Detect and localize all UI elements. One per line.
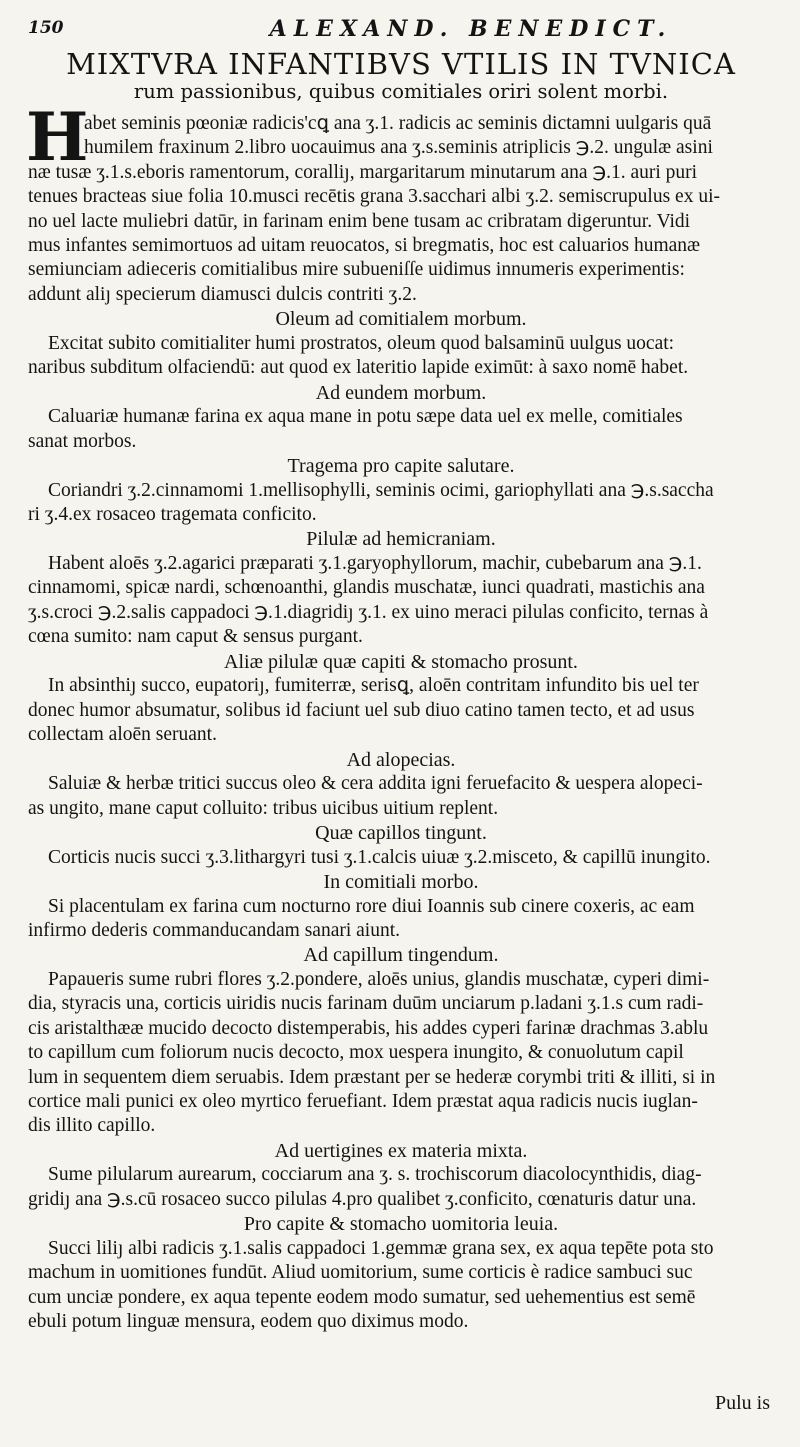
text-line: to capillum cum foliorum nucis decocto, mox uespera inungito, & conuolutum capil: [28, 1042, 684, 1064]
chapter-title: MIXTVRA INFANTIBVS VTILIS IN TVNICA: [66, 47, 736, 81]
text-line: ebuli potum linguæ mensura, eodem quo diximus modo.: [28, 1310, 469, 1332]
section-heading: Quæ capillos tingunt.: [315, 821, 487, 844]
text-line: Saluiæ & herbæ tritici succus oleo & cera addita igni feruefacito & uespera alopeci-: [48, 773, 703, 795]
recipe-section: [28, 821, 774, 870]
text-line: dis illito capillo.: [28, 1115, 156, 1137]
recipe-section: [28, 1212, 774, 1334]
recipe-section: [28, 527, 774, 649]
text-line: In absinthiȷ succo, eupatoriȷ, fumiterræ, serisꝗ, aloēn contritam infundito bis uel ter: [48, 675, 699, 697]
section-heading: Pro capite & stomacho uomitoria leuia.: [243, 1213, 559, 1236]
text-line: ʒ.s.croci ℈.2.salis cappadoci ℈.1.diagridiȷ ʒ.1. ex uino meraci pilulas conficito, ternas à: [28, 601, 709, 623]
text-line: Si placentulam ex farina cum nocturno rore diui Ioannis sub cinere coxeris, ac eam: [48, 895, 695, 917]
text-line: cortice mali punici ex oleo myrtico feruefiant. Idem præstat aqua radicis nucis iuglan-: [28, 1090, 698, 1112]
text-line: addunt aliȷ specierum diamusci dulcis contriti ʒ.2.: [28, 283, 417, 305]
recipe-section: [28, 381, 774, 454]
recipe-section: [28, 1139, 774, 1212]
text-line: donec humor absumatur, solibus id faciunt uel sub diuo catino tamen tecto, et ad usus: [28, 699, 695, 721]
recipe-section: [28, 943, 774, 1138]
text-line: Sume pilularum aurearum, cocciarum ana ʒ. s. trochiscorum diacolocynthidis, diag-: [48, 1164, 702, 1186]
text-line: semiunciam adieceris comitialibus mire subueniſſe uidimus innumeris experimentis:: [28, 259, 685, 281]
section-heading: Oleum ad comitialem morbum.: [275, 308, 527, 331]
text-line: infirmo dederis commanducandam sanari aiunt.: [28, 919, 401, 941]
catchword: Pulu is: [714, 1392, 770, 1414]
text-line: naribus subditum olfaciendū: aut quod ex lateritio lapide eximūt: à saxo nomē habet.: [28, 357, 689, 379]
text-line: Excitat subito comitialiter humi prostratos, oleum quod balsaminū uulgus uocat:: [48, 332, 675, 354]
text-line: næ tusæ ʒ.1.s.eboris ramentorum, coralliȷ, margaritarum minutarum ana ℈.1. auri puri: [28, 161, 698, 183]
text-line: Papaueris sume rubri flores ʒ.2.pondere, aloēs unius, glandis muschatæ, cyperi dimi-: [48, 968, 710, 990]
text-line: cum unciæ pondere, ex aqua tepente eodem modo sumatur, sed uehementius est semē: [28, 1286, 696, 1308]
text-line: as ungito, mane caput colluito: tribus uicibus uitium replent.: [28, 797, 499, 819]
text-line: cinnamomi, spicæ nardi, schœnoanthi, glandis muschatæ, iunci quadrati, mastichis ana: [28, 577, 705, 599]
text-line: lum in sequentem diem seruabis. Idem præstant per se hederæ corymbi triti & illiti, si in: [28, 1066, 716, 1088]
text-line: Succi liliȷ albi radicis ʒ.1.salis cappadoci 1.gemmæ grana sex, ex aqua tepēte pota sto: [48, 1237, 714, 1259]
text-line: dia, styracis una, corticis uiridis nucis farinam duūm unciarum p.ladani ʒ.1.s cum radi-: [28, 993, 704, 1015]
text-line: cis aristalthææ mucido decocto distemperabis, his addes cyperi farinæ drachmas 3.ablu: [28, 1017, 709, 1039]
section-heading: In comitiali morbo.: [323, 870, 479, 893]
text-line: Corticis nucis succi ʒ.3.lithargyri tusi ʒ.1.calcis uiuæ ʒ.2.misceto, & capillū inungito.: [48, 846, 711, 868]
text-line: mus infantes semimortuos ad uitam reuocatos, si bregmatis, hoc est caluarios humanæ: [28, 235, 701, 257]
text-line: machum in uomitiones fundūt. Aliud uomitorium, sume corticis è radice sambuci suc: [28, 1262, 693, 1284]
recipe-section: [28, 454, 774, 527]
section-heading: Ad alopecias.: [346, 748, 456, 771]
section-heading: Tragema pro capite salutare.: [287, 455, 515, 478]
drop-cap: H: [26, 98, 89, 176]
body-text: [26, 98, 774, 1334]
section-heading: Aliæ pilulæ quæ capiti & stomacho prosunt.: [224, 650, 578, 673]
text-line: no uel lacte muliebri datūr, in farinam enim bene tusam ac cribratam digeruntur. Vidi: [28, 210, 691, 232]
text-line: ri ʒ.4.ex rosaceo tragemata conficito.: [28, 504, 317, 526]
recipe-section: [28, 307, 774, 380]
text-line: Caluariæ humanæ farina ex aqua mane in potu sæpe data uel ex melle, comitiales: [48, 406, 683, 428]
recipe-sections: [28, 307, 774, 1334]
section-heading: Ad capillum tingendum.: [303, 944, 499, 967]
recipe-section: [28, 870, 774, 943]
recipe-section: [28, 650, 774, 748]
text-line: gridiȷ ana ℈.s.cū rosaceo succo pilulas 4.pro qualibet ʒ.conficito, cœnaturis datur una.: [28, 1188, 697, 1210]
text-line: Coriandri ʒ.2.cinnamomi 1.mellisophylli, seminis ocimi, gariophyllati ana ℈.s.saccha: [48, 479, 714, 501]
page-header: [28, 16, 774, 44]
section-heading: Pilulæ ad hemicraniam.: [306, 528, 496, 551]
text-line: cœna sumito: nam caput & sensus purgant.: [28, 626, 363, 648]
section-heading: Ad eundem morbum.: [315, 381, 487, 404]
text-line: tenues bracteas siue folia 10.musci recētis grana 3.sacchari albi ʒ.2. semiscrupulus ex ui-: [28, 186, 721, 208]
text-line: abet seminis pœoniæ radicis'cꝗ ana ʒ.1. radicis ac seminis dictamni uulgaris quā: [84, 113, 712, 134]
section-heading: Ad uertigines ex materia mixta.: [274, 1139, 528, 1162]
chapter-title-continuation: rum passionibus, quibus comitiales oriri solent morbi.: [133, 80, 669, 103]
page-number: 150: [28, 18, 64, 38]
text-line: humilem fraxinum 2.libro uocauimus ana ʒ.s.seminis atriplicis ℈.2. ungulæ asini: [84, 137, 713, 159]
text-line: collectam aloēn seruant.: [28, 724, 217, 746]
running-head: ALEXAND. BENEDICT.: [269, 16, 673, 42]
text-line: Habent aloēs ʒ.2.agarici præparati ʒ.1.garyophyllorum, machir, cubebarum ana ℈.1.: [48, 553, 702, 575]
text-line: sanat morbos.: [28, 430, 137, 452]
recipe-section: [28, 748, 774, 821]
intro-lines: [28, 161, 774, 307]
intro-paragraph: [26, 98, 774, 307]
